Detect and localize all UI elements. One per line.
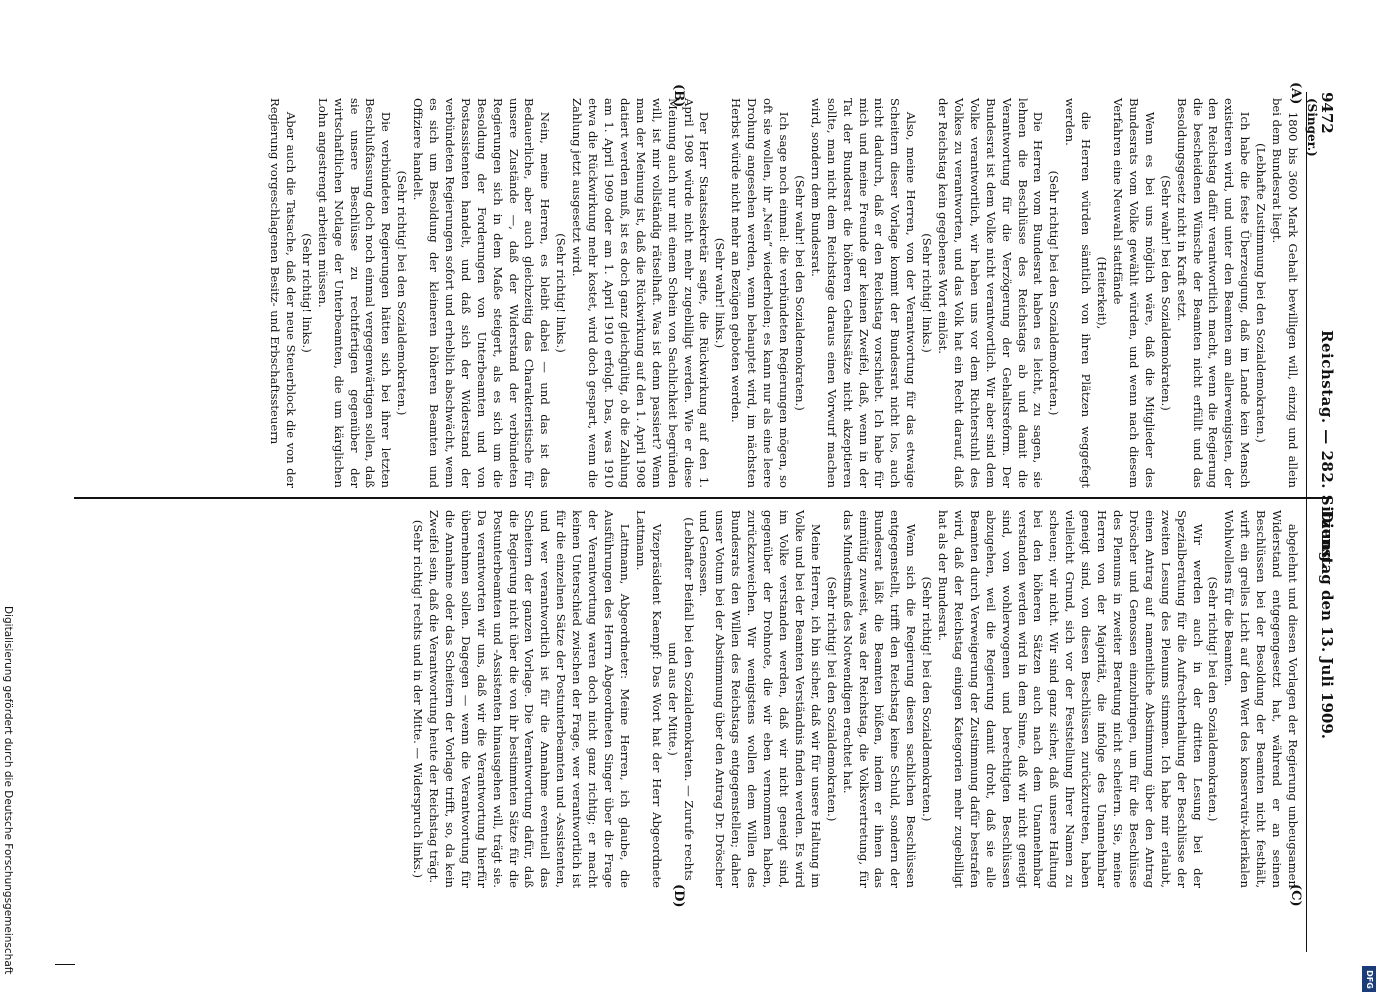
column-divider — [74, 497, 1332, 499]
paragraph: (Sehr richtig! links.) — [299, 233, 314, 353]
text-column-right — [95, 510, 1300, 888]
paragraph: (Sehr wahr! bei den Sozialdemokraten.) — [792, 175, 807, 411]
paragraph: Ich sage noch einmal: die verbündeten Regierungen mögen, so oft sie wollen, ihr „Nein“ wiederholen; es kann nur als eine leere Drohung angesehen werden, wenn behauptet wird, im nächsten Herbst würde nicht mehr an Bezügen geboten werden. — [729, 98, 791, 488]
paragraph: Aber auch die Tatsache, daß der neue Steuerblock die von der Regierung vorgeschlagenen Besitz- und Erbschaftssteuern — [268, 98, 298, 488]
page-header-title: Reichstag. — 282. Sitzung. — [1318, 330, 1336, 569]
paragraph: Ich habe die feste Überzeugung, daß im Lande kein Mensch existieren wird, und unter den Beamten am allerwenigsten, der den Reichstag dafür verantwortlich macht, wenn die Regierung die bescheidenen Wünsche der Beamten nicht erfüllt und das Besoldungsgesetz nicht in Kraft setzt. — [1174, 98, 1253, 488]
paragraph: Also, meine Herren, von der Verantwortung für das etwaige Scheitern dieser Vorlage kommt der Bundesrat nicht los, auch nicht dadurch, daß er den Reichstag vorschiebt. Ich habe für mich und meine Freunde gar keinen Zweifel, daß, wenn in der Tat der Bundesrat die höheren Gehaltssätze nicht akzeptieren sollte, man nicht dem Reichstage daraus einen Vorwurf machen wird, sondern dem Bundesrat. — [808, 98, 919, 488]
speaker-tag: (Singer.) — [1305, 98, 1319, 157]
page-number: 9472 — [1318, 92, 1336, 134]
text-column-left — [95, 98, 1300, 488]
paragraph: (Lebhafte Zustimmung bei den Sozialdemokraten.) — [1254, 143, 1269, 443]
dfg-logo-text: DFG — [1364, 969, 1374, 989]
margin-mark-c: (C) — [1288, 884, 1303, 907]
paragraph: abgelehnt und diesen Vorlagen der Regierung unbeugsamen Widerstand entgegengesetzt hat, während er an seinen Beschlüssen bei der Besoldung der Beamten nicht festhält, wirft ein grelles Licht auf den Wert des konservativ-klerikalen Wohlwollens für die Beamten. — [1222, 510, 1300, 888]
paragraph: (Sehr richtig! rechts und in der Mitte. — Widerspruch links.) — [411, 519, 426, 879]
paragraph: (Sehr richtig! bei den Sozialdemokraten.) — [395, 170, 410, 416]
page-top-rule — [1306, 92, 1307, 952]
paragraph: (Sehr richtig! links.) — [554, 233, 569, 353]
bottom-left-rule — [55, 964, 75, 965]
paragraph: (Sehr wahr! bei den Sozialdemokraten.) — [1158, 175, 1173, 411]
paragraph: Lattmann, Abgeordneter: Meine Herren, ich glaube, die Ausführungen des Herrn Abgeordneten Singer über die Frage der Verantwortung waren doch nicht ganz richtig; er macht keinen Unterschied zwischen der Frage, wer verantwortlich ist für die einzelnen Sätze der Postunterbeamten und -Assistenten, und wer verantwortlich ist für die Annahme eventuell das Scheitern der ganzen Vorlage. Die Verantwortung dafür, daß die Regierung nicht über die von ihr bestimmten Sätze für die Postunterbeamten und -Assistenten hinausgehen will, trägt sie. Da verantworten wir uns, daß wir die Verantwortung hierfür übernehmen sollen. Dagegen — wenn die Verantwortung für die Annahme oder das Scheitern der Vorlage trifft, so, da kein Zweifel sein, daß die Verantwortung heute der Reichstag trägt. — [427, 510, 632, 888]
paragraph: Der Herr Staatssekretär sagte, die Rückwirkung auf den 1. April 1908 würde nicht mehr zugebilligt werden. Wie er diese Meinung auch nur mit einem Schein von Sachlichkeit begründen will, ist mir vollständig rätselhaft. Was ist denn passiert? Wenn man der Meinung ist, daß die Rückwirkung auf den 1. April 1908 datiert werden muß, ist es doch ganz gleichgültig, ob die Zahlung am 1. April 1909 oder am 1. April 1910 erfolgt. Das, was 1910 etwa die Rückwirkung mehr kostet, wird doch gespart, wenn die Zahlung jetzt ausgesetzt wird. — [570, 98, 712, 488]
paragraph: Wir werden auch in der dritten Lesung bei der Spezialberatung für die Aufrechterhaltung der Beschlüsse der zweiten Lesung des Plenums stimmen. Ich habe mir erlaubt, einen Antrag auf namentliche Abstimmung über den Antrag Dröscher und Genossen einzubringen, um für die Beschlüsse des Plenums in zweiter Beratung nicht scheitern. Sie, meine Herren von der Majorität, die infolge des Unannehmbar geneigt sind, von diesen Beschlüssen zurückzutreten, haben vielleicht Grund, sich vor der Feststellung Ihrer Namen zu scheuen; wir nicht. Wir sind ganz sicher, daß unsere Haltung bei den höheren Sätzen auch nach dem Unannehmbar verstanden werden wird in dem Sinne, daß wir nicht geneigt sind, von wohlerwogenen und berechtigten Beschlüssen abzugehen, weil die Regierung damit droht, daß sie alle Beamten durch Verweigerung der Zustimmung dafür bestrafen wird, daß der Reichstag einigen Kategorien mehr zugebilligt hat als der Bundesrat. — [936, 510, 1205, 888]
paragraph: (Sehr richtig! links.) — [920, 233, 935, 353]
paragraph: Die verbündeten Regierungen hätten sich bei ihrer letzten Beschlußfassung doch noch einmal vergegenwärtigen sollen, daß sie unsere Beschlüsse zu rechtfertigen gegenüber der wirtschaftlichen Notlage der Unterbeamten, die um kärglichen Lohn angestrengt arbeiten müssen. — [315, 98, 394, 488]
paragraph: Meine Herren, ich bin sicher, daß wir für unsere Haltung im Volke und bei der Beamten Verständnis finden werden. Es wird im Volke verstanden werden, daß wir nicht geneigt sind, gegenüber der Drohnote, die wir eben vernommen haben, zurückzuweichen. Wir wenigstens wollen dem Willen des Bundesrats den Willen des Reichstags entgegenstellen; daher unser Votum bei der Abstimmung über den Antrag Dr. Dröscher und Genossen. — [697, 510, 823, 888]
page-header-date: Dienstag den 13. Juli 1909. — [1318, 510, 1336, 740]
paragraph: (Sehr wahr! links.) — [713, 237, 728, 349]
paragraph: Vizepräsident Kaempf: Das Wort hat der Herr Abgeordnete Lattmann. — [633, 510, 664, 888]
paragraph: Wenn sich die Regierung diesen sachlichen Beschlüssen entgegenstellt, trifft den Reichstag keine Schuld, sondern der Bundesrat läßt die Beamten büßen, indem er ihnen das einmütig zuweist, was der Reichstag, die Volksvertretung, für das Mindestmaß des Notwendigen erachtet hat. — [840, 510, 919, 888]
paragraph: (Sehr richtig! bei den Sozialdemokraten.) — [920, 576, 935, 822]
paragraph: 1800 bis 3600 Mark Gehalt bewilligen will, einzig und allein bei dem Bundesrat liegt. — [1270, 98, 1300, 488]
paragraph: (Sehr richtig! bei den Sozialdemokraten.) — [1047, 170, 1062, 416]
paragraph: die Herren würden sämtlich von ihren Plätzen weggefegt werden. — [1063, 98, 1094, 488]
paragraph: (Sehr richtig! bei den Sozialdemokraten.) — [824, 576, 839, 822]
paragraph: Die Herren vom Bundesrat haben es leicht, zu sagen, sie lehnen die Beschlüsse des Reichstags ab und damit die Verantwortung für die Verzögerung der Gehaltsreform. Der Bundesrat ist dem Volke nicht verantwortlich. Wir aber sind dem Volke verantwortlich, wir haben uns vor dem Richterstuhl des Volkes zu verantworten, und das Volk hat ein Recht darauf, daß der Reichstag kein gegebenes Wort einlöst. — [936, 98, 1046, 488]
paragraph: (Sehr richtig! bei den Sozialdemokraten.) — [1206, 576, 1221, 822]
margin-mark-d: (D) — [671, 884, 686, 908]
paragraph: (Heiterkeit), — [1095, 256, 1110, 330]
paragraph: (Lebhafter Beifall bei den Sozialdemokraten. — Zurufe rechts und aus der Mitte.) — [665, 517, 696, 881]
margin-mark-a: (A) — [1288, 82, 1303, 105]
digitization-credit: Digitalisierung gefördert durch die Deutsche Forschungsgemeinschaft — [2, 606, 14, 975]
paragraph: Wenn es bei uns möglich wäre, daß die Mitglieder des Bundesrats vom Volke gewählt würden, und wenn nach diesem Verfahren eine Neuwahl stattfände — [1111, 98, 1157, 488]
paragraph: Nein, meine Herren, es bleibt dabei — und das ist das Bedauerliche, aber auch gleichzeitig das Charakteristische für unsere Zustände —, daß der Widerstand der verbündeten Regierungen sich in dem Maße steigert, als es sich um die Besoldung der Forderungen von Unterbeamten und von Postassistenten handelt, und daß sich der Widerstand der verbündeten Regierungen sofort und erheblich abschwächt, wenn es sich um Besoldung der kleineren höheren Beamten und Offiziere handelt. — [411, 98, 553, 488]
dfg-logo — [1362, 966, 1376, 992]
margin-mark-b: (B) — [671, 84, 686, 108]
